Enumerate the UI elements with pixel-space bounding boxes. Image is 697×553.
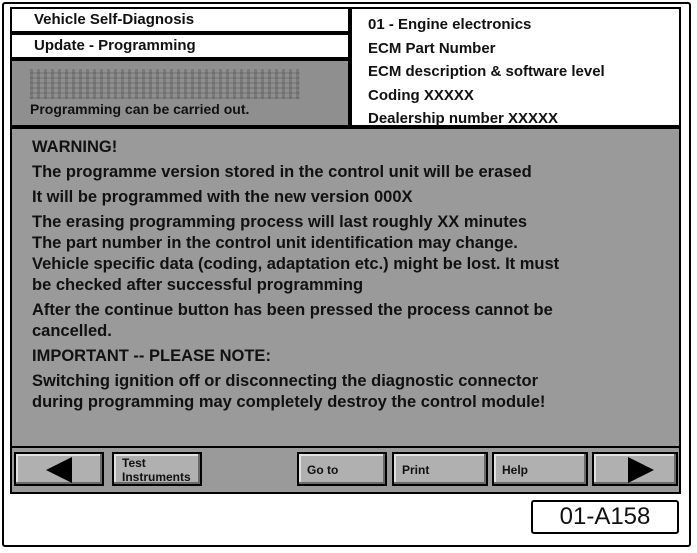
arrow-left-icon [46, 457, 72, 483]
info-part-number: ECM Part Number [368, 39, 496, 57]
message-line: The erasing programming process will last roughly XX minutes [32, 213, 528, 231]
back-button[interactable] [14, 452, 104, 486]
help-label: Help [502, 463, 529, 477]
message-line: during programming may completely destroy the control module! [32, 393, 546, 411]
print-label: Print [402, 463, 430, 477]
goto-label: Go to [307, 463, 339, 477]
message-line: be checked after successful programming [32, 276, 364, 294]
screen-title: Vehicle Self-Diagnosis [10, 7, 350, 33]
goto-button[interactable] [297, 452, 387, 486]
figure-label: 01-A158 [531, 500, 679, 534]
help-button[interactable] [492, 452, 588, 486]
function-title: Update - Programming [10, 33, 350, 59]
message-line: It will be programmed with the new version 000X [32, 188, 413, 206]
button-bar [10, 448, 681, 494]
important-heading: IMPORTANT -- PLEASE NOTE: [32, 347, 271, 365]
message-line: Vehicle specific data (coding, adaptation etc.) might be lost. It must [32, 255, 560, 273]
message-line: The programme version stored in the control unit will be erased [32, 163, 532, 181]
message-line: The part number in the control unit identification may change. [32, 234, 518, 252]
message-line: Switching ignition off or disconnecting the diagnostic connector [32, 372, 538, 390]
test-instruments-button[interactable] [112, 452, 202, 486]
arrow-right-icon [628, 457, 654, 483]
control-unit-info [350, 7, 681, 127]
warning-heading: WARNING! [32, 138, 118, 156]
status-message: Programming can be carried out. [30, 101, 250, 117]
info-dealership: Dealership number XXXXX [368, 110, 559, 127]
test-instruments-label: Test Instruments [122, 456, 191, 484]
message-line: cancelled. [32, 322, 112, 340]
warning-message-panel [10, 127, 681, 448]
print-button[interactable] [392, 452, 488, 486]
info-control-unit: 01 - Engine electronics [368, 16, 532, 33]
message-line: After the continue button has been pressed the process cannot be [32, 301, 553, 319]
info-description: ECM description & software level [368, 63, 605, 80]
status-shading [30, 69, 300, 99]
info-coding: Coding XXXXX [368, 86, 474, 104]
header-left [10, 7, 350, 127]
status-area [10, 59, 350, 127]
forward-button[interactable] [592, 452, 678, 486]
